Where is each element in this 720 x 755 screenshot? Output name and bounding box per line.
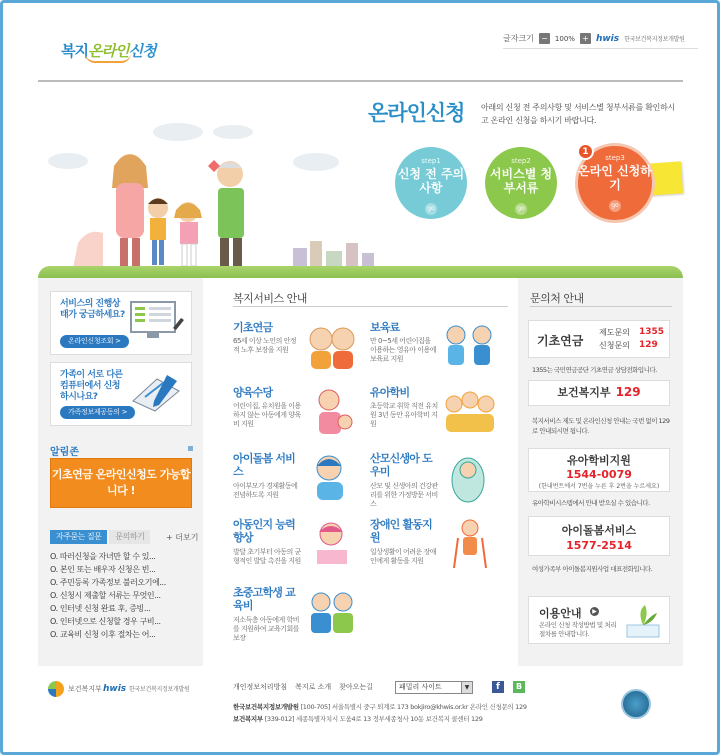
faq-item[interactable]: O. 따러신청을 자녀만 할 수 있...	[50, 552, 156, 561]
service-desc: 65세 이상 노인의 안정적 노후 보장을 지원	[233, 337, 297, 354]
students-icon	[301, 586, 363, 638]
tab-faq[interactable]: 자주묻는 질문	[50, 530, 107, 544]
child-reading-icon	[301, 518, 363, 570]
address2-text: [339-012] 세종특별자치시 도움4로 13 정부세종청사 10동 보건복지 콜센터 129	[264, 715, 483, 723]
step3-number: step3	[605, 154, 625, 162]
logo-swoosh	[85, 53, 131, 63]
section-divider	[530, 306, 672, 307]
hwis-footer-mark: hwis	[103, 684, 127, 694]
childcare-contact	[528, 516, 670, 556]
service-desc: 저소득층 아동에게 학비를 지원하여 교육기회를 보장	[233, 616, 300, 642]
document-pen-icon	[127, 371, 185, 413]
step2-number: step2	[511, 157, 531, 165]
font-increase-button[interactable]: +	[580, 33, 591, 44]
left-sidebar	[38, 278, 203, 666]
faq-list	[50, 550, 195, 641]
step2-go-icon: go	[515, 203, 527, 215]
facebook-icon[interactable]: f	[492, 681, 504, 693]
faq-item[interactable]: O. 주민등록 가족정보 불러오기에...	[50, 578, 166, 587]
basic-pension-contact	[528, 320, 670, 358]
service-desc: 어린이집, 유치원을 이용하지 않는 아동에게 양육비 지원	[233, 402, 301, 428]
faq-more-link[interactable]: + 더보기	[166, 533, 199, 542]
service-postpartum-care[interactable]	[370, 452, 510, 520]
footer-address	[233, 701, 527, 725]
service-guide-title: 복지서비스 안내	[233, 292, 307, 305]
application-lookup-button[interactable]: 온라인신청조회 >	[60, 335, 129, 348]
notice-zone-title: 알림존	[50, 447, 79, 458]
service-name: 기초연금	[233, 321, 273, 334]
mother-baby-icon	[301, 386, 363, 438]
service-name: 아동인지 능력향상	[233, 518, 295, 544]
service-name: 장애인 활동지원	[370, 518, 432, 544]
childcare-number: 1577-2514	[566, 539, 632, 552]
certification-seal-icon	[621, 689, 651, 719]
cloud-decoration	[293, 153, 339, 171]
address1-org: 한국보건복지정보개발원	[233, 703, 299, 711]
service-desc: 만 0~5세 어린이집을 이용하는 영유아 이용에 보육료 지원	[370, 337, 437, 363]
zoom-level: 100%	[554, 34, 575, 43]
notice-more-icon[interactable]	[188, 446, 193, 451]
logo-text-3: 신청	[128, 42, 156, 60]
service-cognitive-dev[interactable]	[233, 518, 373, 586]
about-link[interactable]: 복지로 소개	[295, 683, 332, 691]
basic-pension-label: 기초연금	[537, 334, 584, 348]
service-desc: 발달 초기부터 아동의 균형적인 발달 촉진을 지원	[233, 548, 301, 565]
service-name: 초중고학생 교육비	[233, 586, 295, 612]
mohw-footer-logo[interactable]	[48, 681, 102, 697]
children-playing-icon	[438, 321, 500, 373]
service-name: 아이돌봄 서비스	[233, 452, 295, 478]
childcare-label: 아이돌봄서비스	[561, 524, 637, 537]
faq-item[interactable]: O. 인터넷 신청 완료 후, 증빙...	[50, 604, 151, 613]
usage-guide-box[interactable]	[528, 596, 670, 644]
notice-banner[interactable]: 기초연금 온라인신청도 가능합니다 !	[50, 458, 192, 508]
step2-button[interactable]	[485, 147, 557, 219]
blog-icon[interactable]: B	[513, 681, 525, 693]
monitor-checklist-icon	[127, 300, 185, 342]
usage-guide-desc: 온라인 신청 작성방법 및 처리절차를 안내합니다.	[539, 621, 617, 638]
mohw-number: 129	[615, 385, 641, 399]
step1-go-icon: go	[425, 203, 437, 215]
page-title: 온라인신청	[368, 101, 465, 125]
status-check-box[interactable]	[50, 291, 192, 355]
mohw-footer-text: 보건복지부	[68, 685, 102, 693]
section-divider	[233, 306, 508, 307]
logo-text-1: 복지	[61, 42, 88, 60]
faq-item[interactable]: O. 본인 또는 배우자 신청은 빈...	[50, 565, 156, 574]
org-name: 한국보건복지정보개발원	[624, 36, 685, 43]
font-decrease-button[interactable]: −	[539, 33, 550, 44]
family-site-select[interactable]	[395, 681, 473, 694]
kindergarten-number: 1544-0079	[566, 468, 632, 481]
address1-text: [100-705] 서울특별시 중구 퇴계로 173 bokjiro@khwis.or.kr 온라인 신청문의 129	[300, 703, 527, 711]
top-utility-bar	[503, 29, 698, 49]
family-consent-box[interactable]	[50, 362, 192, 426]
directions-link[interactable]: 찾아오는길	[339, 683, 373, 691]
grass-ground	[38, 266, 683, 278]
plant-book-icon	[623, 601, 663, 641]
hwis-footer-logo[interactable]	[103, 684, 190, 694]
contact-info-section	[518, 278, 683, 666]
hero-banner	[38, 83, 683, 278]
service-childcare-fee[interactable]	[370, 321, 510, 389]
privacy-policy-link[interactable]: 개인정보처리방침	[233, 683, 288, 691]
inquiry-number-2: 129	[639, 340, 658, 350]
contact-note: 복지서비스 제도 및 온라인신청 안내는 국번 없이 129로 안내되시면 됩니다.	[532, 417, 670, 435]
kindergarten-contact	[528, 448, 670, 492]
kindergarten-sub: (한내번트에서 7번을 누른 후 2번을 누르세요)	[538, 483, 660, 490]
faq-item[interactable]: O. 인터넷으로 신청할 경우 구비...	[50, 617, 161, 626]
hero-description: 아래의 신청 전 주의사항 및 서비스별 청부서류를 확인하시고 온라인 신청을 하시기 바랍니다.	[481, 103, 675, 125]
inquiry-label-1: 제도문의	[599, 328, 630, 337]
family-consent-title: 가족이 서로 다른 컴퓨터에서 신청하시나요?	[60, 370, 123, 402]
usage-guide-title: 이용안내	[539, 607, 582, 620]
cloud-decoration	[213, 125, 253, 139]
elderly-couple-icon	[301, 321, 363, 373]
swaddled-baby-icon	[438, 452, 500, 504]
person-crutches-icon	[438, 518, 500, 570]
step3-title: 온라인 신청하기	[578, 164, 652, 192]
family-illustration	[58, 138, 288, 273]
step3-go-icon: go	[609, 200, 621, 212]
service-disability-support[interactable]	[370, 518, 510, 586]
step1-number: step1	[421, 157, 441, 165]
family-consent-button[interactable]: 가족정보제공동의 >	[60, 406, 135, 419]
hwis-logo[interactable]: hwis	[595, 33, 620, 44]
mohw-label: 보건복지부	[557, 386, 611, 399]
arrow-right-icon: ▶	[590, 607, 599, 616]
step1-button[interactable]	[395, 147, 467, 219]
font-size-label: 글자크기	[503, 34, 534, 43]
contact-note: 1355는 국민연금공단 기초연금 상담전화입니다.	[532, 366, 657, 374]
chevron-down-icon: ▼	[461, 682, 472, 693]
status-check-title: 서비스의 진행상태가 궁금하세요?	[60, 299, 125, 320]
service-name: 양육수당	[233, 386, 273, 399]
faq-item[interactable]: O. 교육비 신청 이후 절차는 어...	[50, 630, 156, 639]
inquiry-label-2: 신청문의	[599, 341, 630, 350]
service-babysitting[interactable]	[233, 452, 373, 520]
step2-title: 서비스별 청부서류	[489, 167, 553, 195]
service-basic-pension[interactable]	[233, 321, 373, 389]
service-name: 보육료	[370, 321, 400, 334]
kindergarten-kids-icon	[438, 386, 500, 438]
service-desc: 일상생활이 어려운 장애인에게 활동을 지원	[370, 548, 437, 565]
faq-item[interactable]: O. 신청시 제출할 서류는 무엇인...	[50, 591, 161, 600]
step3-badge: 1	[577, 143, 594, 160]
address2-org: 보건복지부	[233, 715, 263, 723]
service-kindergarten-fee[interactable]	[370, 386, 510, 454]
contact-note: 유아학비시스템에서 안내 받으실 수 있습니다.	[532, 499, 650, 507]
inquiry-number-1: 1355	[639, 327, 665, 337]
tab-inquiry[interactable]: 문의하기	[109, 530, 150, 544]
service-name: 산모신생아 도우미	[370, 452, 432, 478]
logo-text-2: 온라인	[87, 42, 129, 60]
hwis-footer-org: 한국보건복지정보개발원	[129, 686, 190, 693]
caregiver-child-icon	[301, 452, 363, 504]
contact-title: 문의처 안내	[530, 292, 584, 305]
kindergarten-label: 유아학비지원	[567, 454, 631, 467]
header-divider	[38, 80, 683, 82]
contact-note: 여성가족부 아이돌봄지원사업 대표전화입니다.	[532, 565, 653, 573]
footer	[38, 671, 683, 751]
family-site-value: 패밀리 사이트	[399, 683, 442, 691]
service-desc: 산모 및 신생아의 건강관리를 위한 가정방문 서비스	[370, 482, 438, 508]
service-guide-section	[223, 278, 513, 666]
faq-tabs	[50, 530, 150, 544]
service-name: 유아학비	[370, 386, 410, 399]
service-child-rearing[interactable]	[233, 386, 373, 454]
footer-links	[233, 682, 373, 692]
service-desc: 초등학교 취학 직전 유치원 3년 동안 유아학비 지원	[370, 402, 438, 428]
mohw-contact	[528, 380, 670, 406]
step1-title: 신청 전 주의사항	[397, 167, 465, 195]
service-desc: 아이부모가 경제활동에 전념하도록 지원	[233, 482, 298, 499]
service-student-education[interactable]	[233, 586, 373, 654]
town-illustration	[288, 233, 378, 268]
mohw-emblem-icon	[48, 681, 64, 697]
